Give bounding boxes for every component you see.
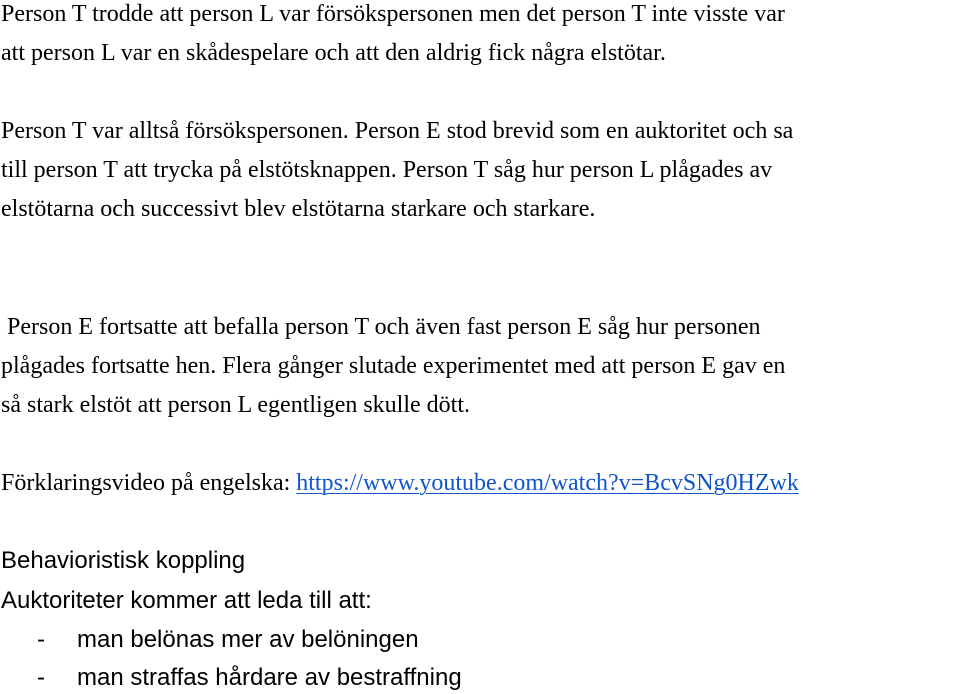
paragraph-3-line-1: Person E fortsatte att befalla person T och även fast person E såg hur personen [1, 314, 761, 340]
paragraph-3-line-2: plågades fortsatte hen. Flera gånger slutade experimentet med att person E gav en [1, 353, 786, 379]
list-item-text: man belönas mer av belöningen [77, 626, 419, 653]
paragraph-1-line-2: att person L var en skådespelare och att den aldrig fick några elstötar. [1, 40, 666, 66]
paragraph-2-line-2: till person T att trycka på elstötsknappen. Person T såg hur person L plågades av [1, 157, 773, 183]
bullet-marker: - [37, 664, 45, 691]
list-item-text: man straffas hårdare av bestraffning [77, 664, 462, 691]
behaviorism-heading: Behavioristisk koppling [1, 547, 246, 574]
paragraph-2-line-3: elstötarna och successivt blev elstötarna starkare och starkare. [1, 196, 596, 222]
video-line [1, 469, 799, 497]
paragraph-2-line-1: Person T var alltså försökspersonen. Person E stod brevid som en auktoritet och sa [1, 118, 794, 144]
paragraph-1-line-1: Person T trodde att person L var försökspersonen men det person T inte visste var [1, 1, 785, 27]
bullet-marker: - [37, 626, 45, 653]
video-label: Förklaringsvideo på engelska: [1, 470, 297, 496]
paragraph-3-line-3: så stark elstöt att person L egentligen skulle dött. [1, 392, 471, 418]
behaviorism-intro: Auktoriteter kommer att leda till att: [1, 587, 372, 614]
video-link[interactable]: https://www.youtube.com/watch?v=BcvSNg0HZwk [296, 470, 799, 496]
